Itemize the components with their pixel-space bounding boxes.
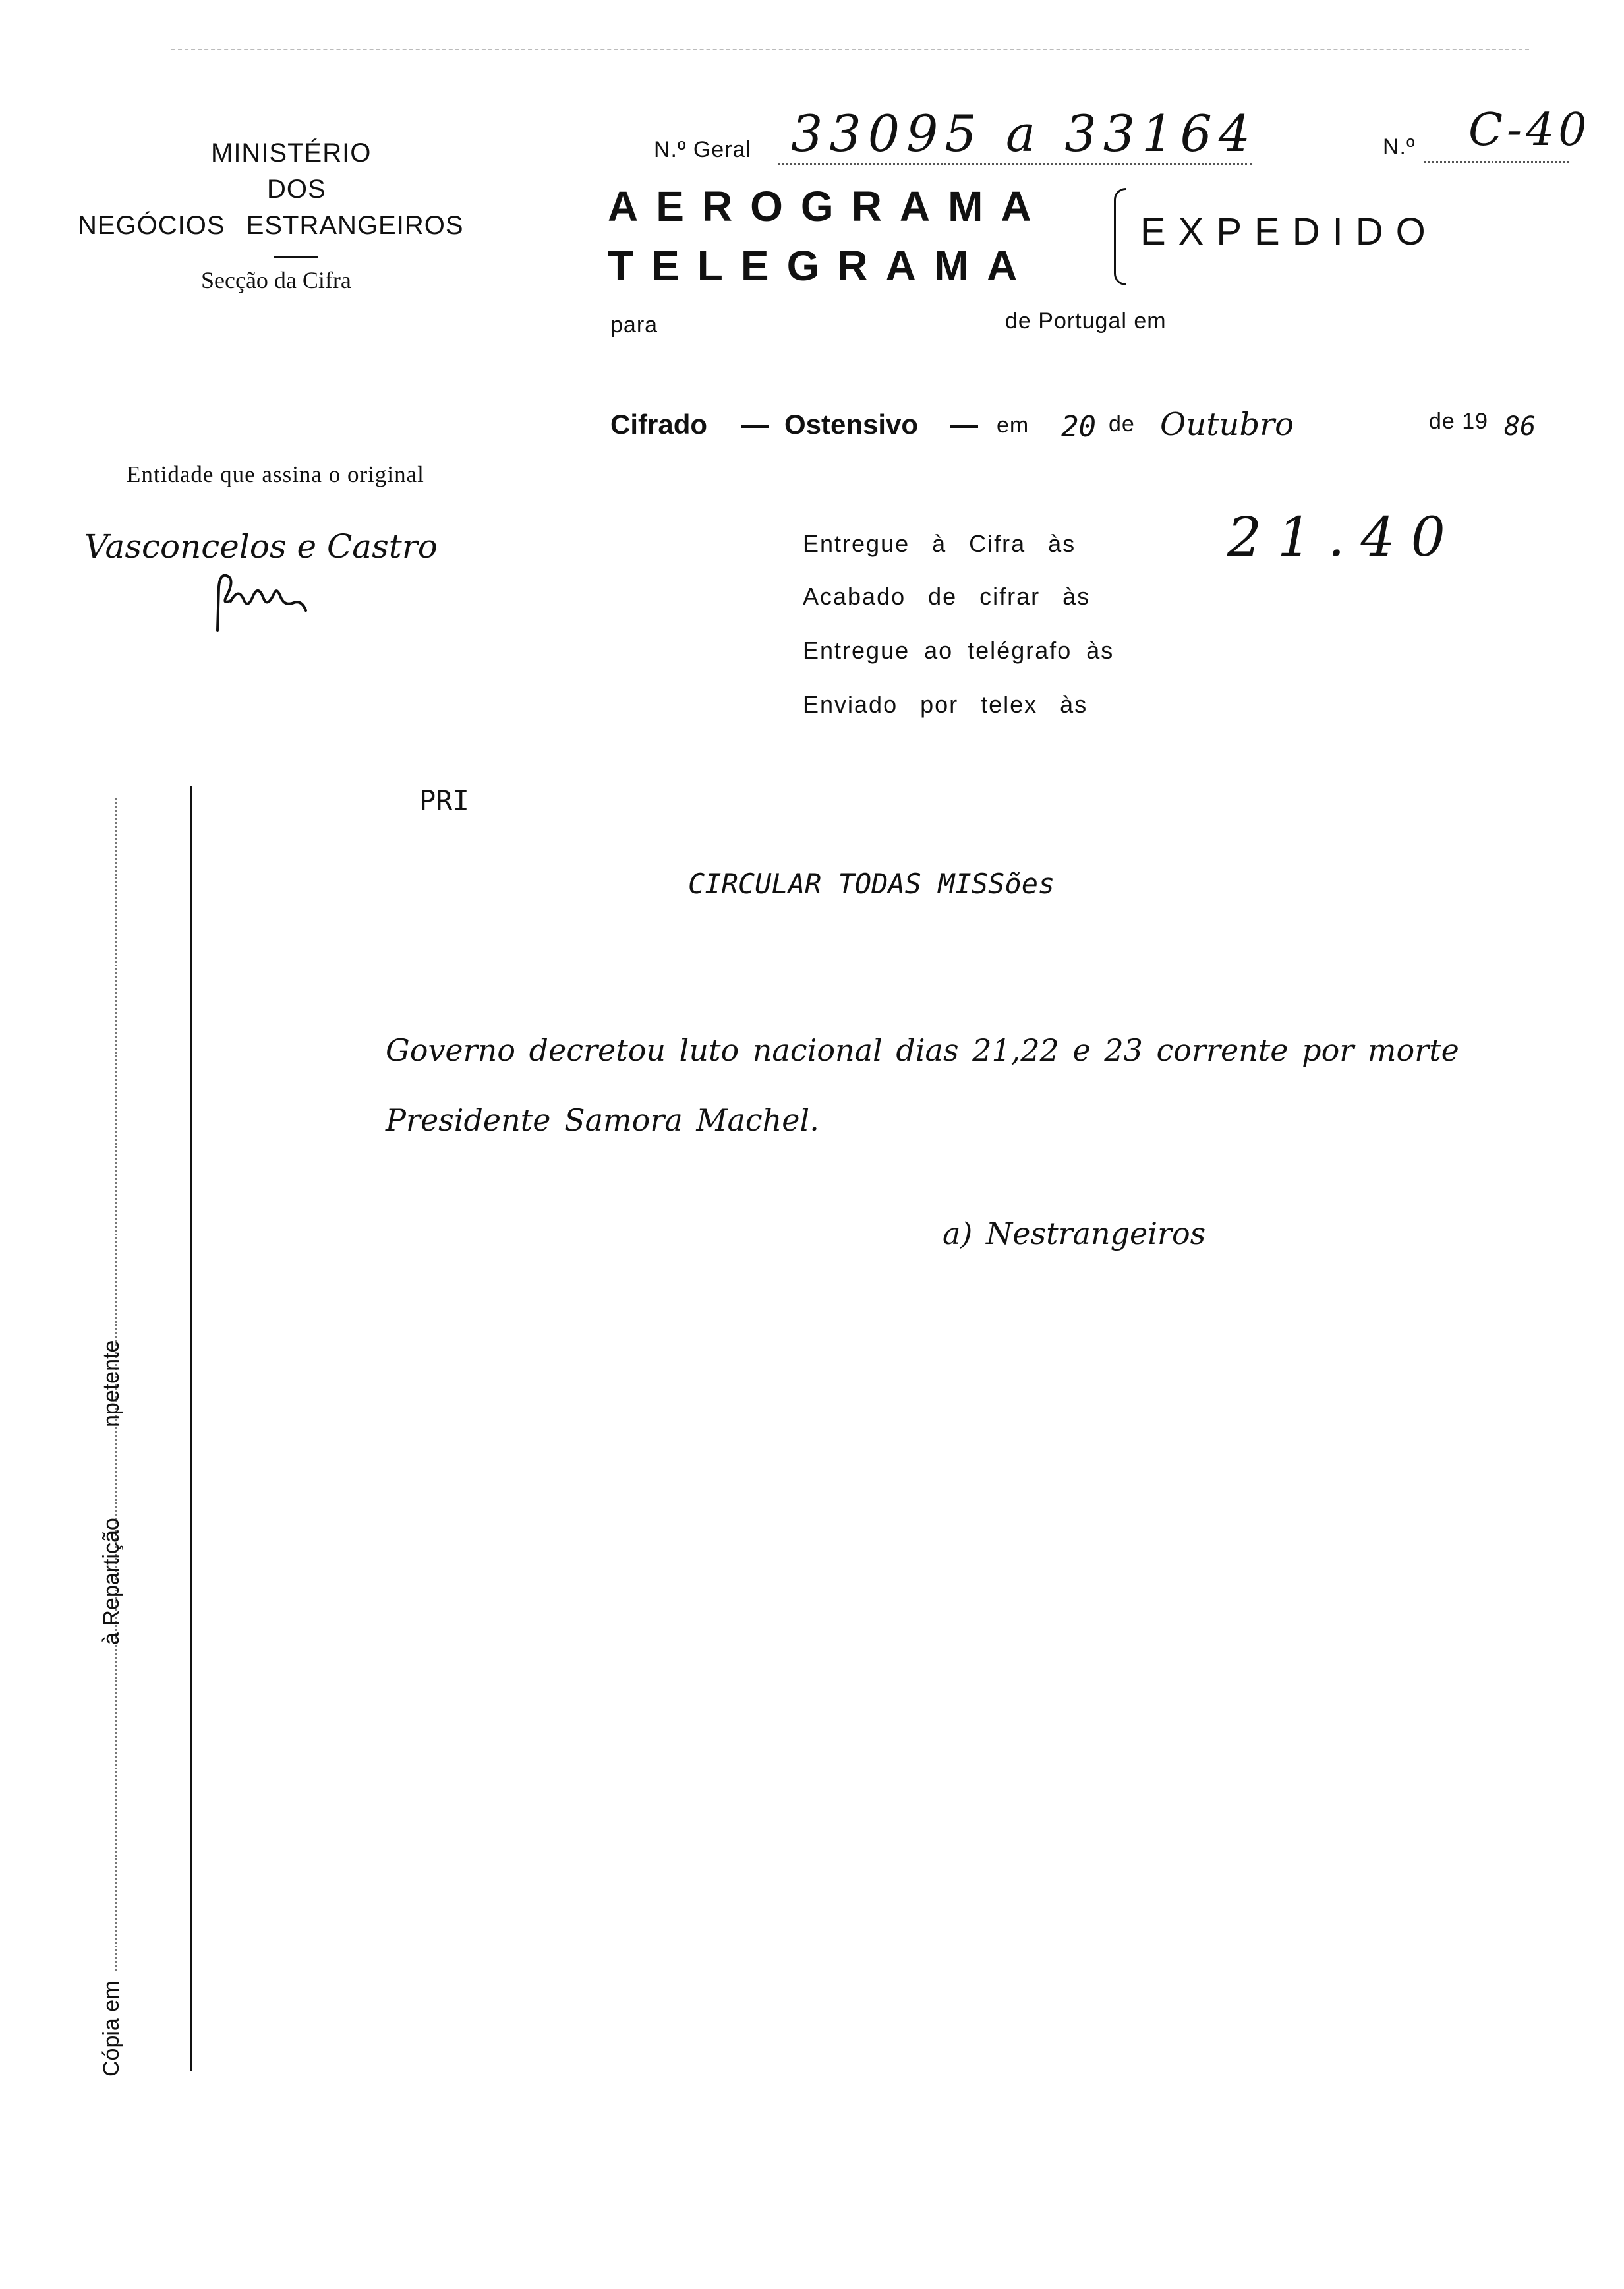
margin-vertical-rule — [190, 786, 192, 2071]
message-line-1: Governo decretou luto nacional dias 21,22 e 23 corrente por morte — [386, 1032, 1459, 1068]
recipients-line: CIRCULAR TODAS MISSões — [688, 868, 1055, 900]
de-label: de — [1109, 411, 1135, 436]
message-line-2: Presidente Samora Machel. — [386, 1102, 819, 1138]
em-label: em — [997, 413, 1030, 438]
status-expedido: EXPEDIDO — [1140, 210, 1438, 253]
geral-number-label: N.º Geral — [654, 137, 752, 162]
ostensivo-label: Ostensivo — [784, 409, 919, 440]
competent-label: npetente — [99, 1340, 124, 1427]
year-suffix: 86 — [1504, 411, 1536, 442]
priority-code: PRI — [419, 785, 469, 817]
section-label: Secção da Cifra — [201, 267, 351, 293]
ministry-name-line1: MINISTÉRIO — [211, 138, 372, 167]
timeline-row-entregue-telegrafo: Entregue ao telégrafo às — [803, 637, 1115, 664]
message-signature: a) Nestrangeiros — [942, 1216, 1206, 1251]
repartition-label: à Repartição — [99, 1518, 124, 1645]
copy-label: Cópia em — [99, 1980, 124, 2077]
scan-edge-noise — [171, 49, 1529, 51]
cifrado-dash1: — — [741, 409, 769, 440]
cifrado-dash2: — — [950, 409, 978, 440]
no-underline — [1424, 161, 1569, 163]
signatory-initials — [212, 567, 311, 636]
title-telegrama: TELEGRAMA — [608, 242, 1035, 289]
cifrado-label: Cifrado — [610, 409, 707, 440]
timeline-row-enviado-telex: Enviado por telex às — [803, 691, 1088, 718]
geral-number-value: 33095 a 33164 — [791, 104, 1258, 163]
signatory-label: Entidade que assina o original — [127, 461, 424, 487]
timeline-row-entregue-cifra: Entregue à Cifra às — [803, 530, 1076, 557]
geral-number-underline — [778, 164, 1252, 165]
no-value: C-40 — [1468, 104, 1591, 156]
signatory-name: Vasconcelos e Castro — [84, 527, 438, 566]
initials-signature-icon — [212, 567, 311, 633]
title-bracket — [1114, 188, 1126, 285]
timeline-row-acabado-cifrar: Acabado de cifrar às — [803, 583, 1091, 610]
ministry-name-line2: DOS — [267, 175, 326, 204]
title-aerograma: AEROGRAMA — [608, 183, 1049, 230]
month-value: Outubro — [1160, 406, 1294, 443]
no-label: N.º — [1383, 134, 1416, 160]
para-label: para — [610, 312, 658, 338]
day-value: 20 — [1061, 410, 1096, 444]
entregue-cifra-time: 21.40 — [1227, 506, 1461, 569]
de-portugal-label: de Portugal em — [1005, 309, 1167, 334]
year-prefix: de 19 — [1429, 409, 1489, 434]
ministry-name-line3: NEGÓCIOS ESTRANGEIROS — [78, 211, 464, 240]
ministry-divider — [274, 256, 318, 258]
